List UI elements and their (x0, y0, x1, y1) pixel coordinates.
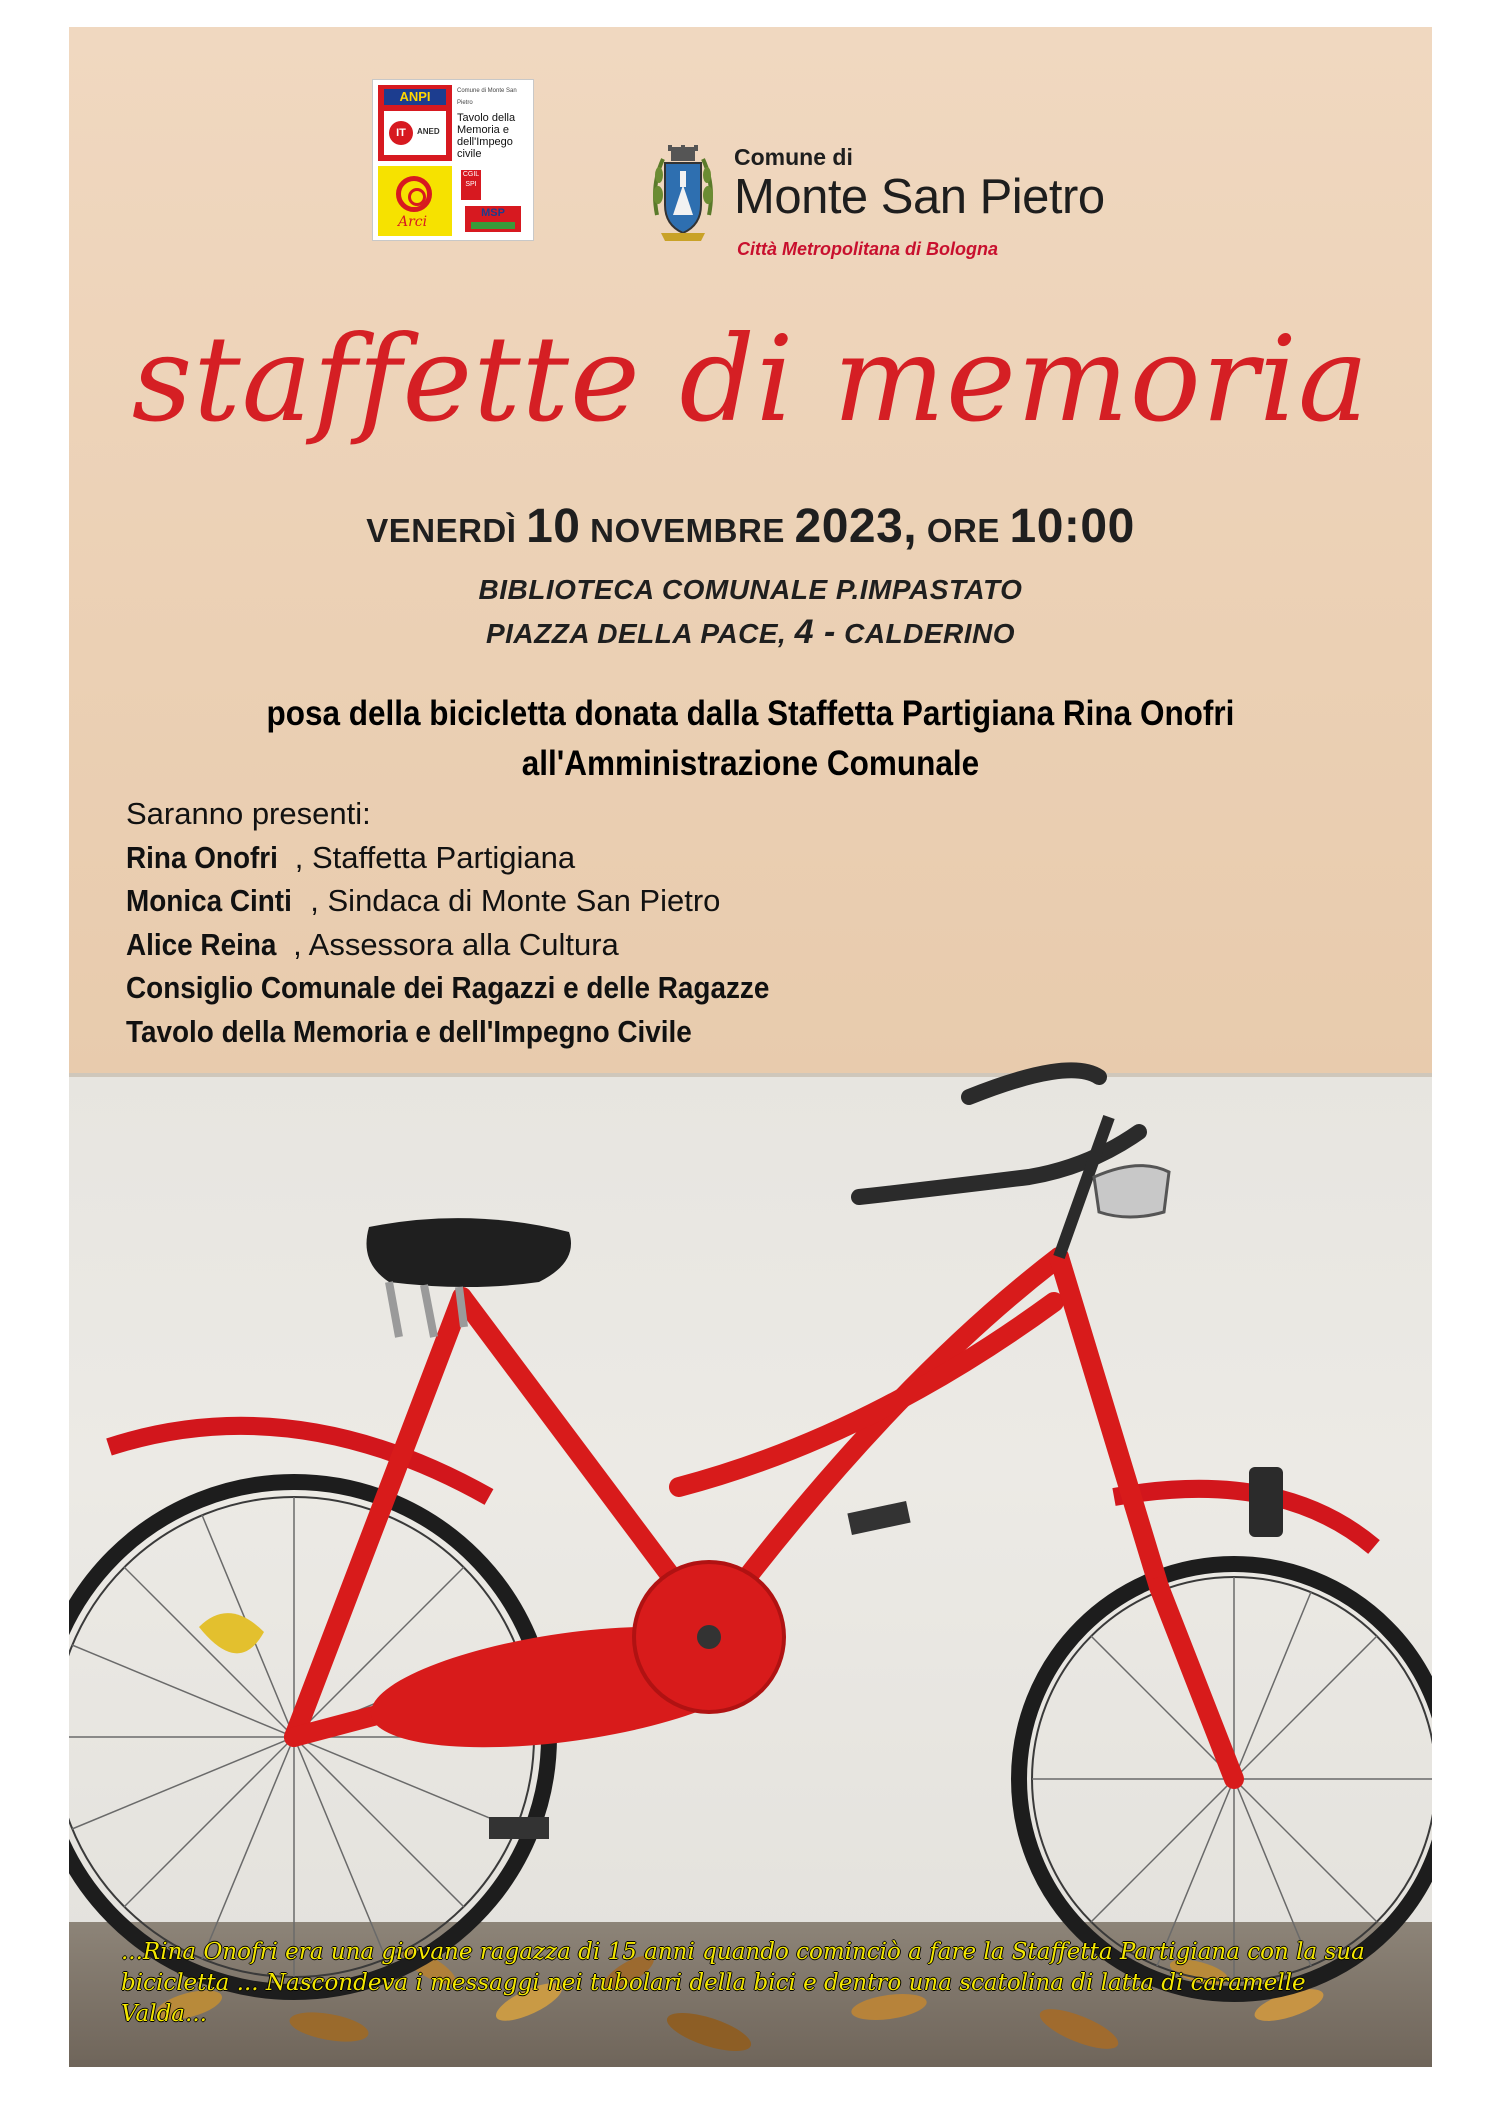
anpi-label: ANPI (384, 89, 446, 105)
comune-subtitle: Città Metropolitana di Bologna (737, 239, 998, 259)
date-year: 2023, (794, 500, 918, 553)
comune-prefix: Comune di (734, 144, 853, 170)
tavolo-logo (457, 85, 529, 161)
arci-label: Arci (398, 214, 428, 230)
saddle (367, 1218, 572, 1287)
event-title: staffette di memoria (131, 310, 1370, 448)
venue-street: PIAZZA DELLA PACE, (485, 618, 787, 649)
venue-number: 4 - (794, 613, 836, 651)
guest-name: Monica Cinti (126, 883, 292, 918)
guest-item (126, 836, 841, 880)
guest-name: Alice Reina (126, 926, 277, 962)
handlebar-grip (969, 1070, 1099, 1097)
event-date (69, 497, 1432, 561)
description-line-1: posa della bicicletta donata dalla Staffetta Partigiana Rina Onofri (266, 694, 1235, 733)
tavolo-seal: Comune di Monte San Pietro (457, 88, 517, 106)
msp-label: MSP (465, 206, 521, 232)
arci-logo (378, 166, 452, 236)
lamp-icon (1094, 1166, 1169, 1217)
poster (69, 27, 1432, 2067)
guest-name: Tavolo della Memoria e dell'Impegno Civile (126, 1013, 692, 1049)
date-time: 10:00 (1009, 500, 1135, 553)
municipal-crest-icon (651, 145, 715, 253)
date-day-word: VENERDÌ (366, 512, 517, 549)
spi-label: SPI (465, 181, 477, 188)
guest-item (126, 923, 841, 967)
venue-address (69, 611, 1432, 655)
cgil-label: CGIL (462, 171, 480, 178)
guest-name: Consiglio Comunale dei Ragazzi e delle Ragazze (126, 970, 770, 1005)
guest-list-intro: Saranno presenti: (126, 796, 371, 831)
partner-logos (372, 79, 534, 241)
guest-name: Rina Onofri (126, 839, 278, 875)
description-line-2: all'Amministrazione Comunale (521, 744, 980, 783)
date-day-number: 10 (526, 500, 581, 553)
aned-label: ANED (417, 127, 440, 136)
guest-item (126, 966, 841, 1010)
date-ore-label: ORE (926, 512, 1000, 549)
crank-axle (697, 1625, 721, 1649)
guest-role: , Assessora alla Cultura (293, 926, 619, 962)
guest-item (126, 879, 841, 923)
pedal-right (847, 1501, 910, 1535)
venue-town: CALDERINO (844, 618, 1016, 649)
guest-list (126, 792, 841, 1053)
spiral-icon (396, 176, 432, 212)
event-venue (69, 569, 1432, 655)
yellow-leaf (199, 1613, 264, 1653)
venue-library: BIBLIOTECA COMUNALE P.IMPASTATO (478, 574, 1023, 605)
red-bicycle-illustration (69, 1027, 1432, 2067)
aned-mark (384, 111, 446, 155)
tavolo-text: Tavolo della Memoria e dell'Impego civile (457, 112, 516, 160)
event-description (137, 689, 1364, 789)
quote-caption: ...Rina Onofri era una giovane ragazza di 15 anni quando cominciò a fare la Staffetta Partigiana con la sua bicicletta ... Nascondeva i messaggi nei tubolari della bici e dentro una scatolina di latta di caramelle Valda... (121, 1939, 1365, 2027)
guest-role: , Staffetta Partigiana (294, 839, 576, 875)
comune-name: Monte San Pietro (734, 170, 1105, 224)
guest-role: , Sindaca di Monte San Pietro (310, 883, 721, 918)
it-badge: IT (389, 121, 413, 145)
anpi-logo (378, 85, 452, 161)
date-month: NOVEMBRE (590, 512, 785, 549)
dynamo (1249, 1467, 1283, 1537)
cgil-spi-mark (461, 170, 481, 200)
pedal-left (489, 1817, 549, 1839)
spi-msp-logo (457, 166, 529, 236)
